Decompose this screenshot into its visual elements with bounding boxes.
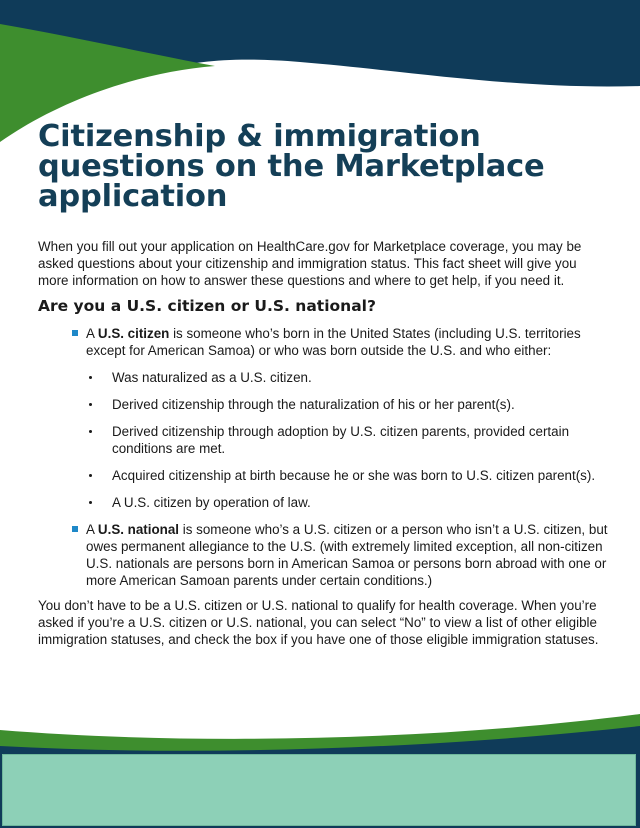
list-item-us-national: A U.S. national is someone who’s a U.S. citizen or a person who isn’t a U.S. citizen, but owes permanent allegiance to the U.S. (with extremely limited exception, all non-citizen U.S. nationals are persons born in American Samoa or persons born abroad with one or more American Samoan parents under certain conditions.): [72, 521, 608, 589]
list-item: Was naturalized as a U.S. citizen.: [86, 369, 608, 386]
dot-bullet-icon: [89, 403, 92, 406]
list-item: Derived citizenship through adoption by U.S. citizen parents, provided certain conditions are met.: [86, 423, 608, 457]
list-item: Acquired citizenship at birth because he or she was born to U.S. citizen parent(s).: [86, 467, 608, 484]
main-content: [38, 238, 608, 648]
section-heading-citizen-or-national: Are you a U.S. citizen or U.S. national?: [38, 297, 376, 315]
footer-panel: [2, 754, 636, 826]
list-item: A U.S. citizen by operation of law.: [86, 494, 608, 511]
definition-list: [72, 325, 608, 589]
list-item-us-citizen: A U.S. citizen is someone who’s born in the United States (including U.S. territories except for American Samoa) or who was born outside the U.S. and who either: Was naturalized as a U.S. citizen. Derived citizenship through the naturalization of his or her parent(s). Derived citizenship through adoption by U.S. citizen parents, provided certain conditions are met. Acquired citizenship at birth because he or she was born to U.S. citizen parent(s). A U.S. citizen by operation of law.: [72, 325, 608, 511]
citizen-criteria-list: [86, 369, 608, 511]
closing-paragraph: You don’t have to be a U.S. citizen or U.S. national to qualify for health coverage. When you’re asked if you’re a U.S. citizen or U.S. national, you can select “No” to view a list of other eligible immigration statuses, and check the box if you have one of those eligible immigration statuses.: [38, 598, 599, 647]
dot-bullet-icon: [89, 376, 92, 379]
list-item: Derived citizenship through the naturalization of his or her parent(s).: [86, 396, 608, 413]
term-us-national: U.S. national: [97, 522, 180, 537]
dot-bullet-icon: [89, 474, 92, 477]
term-us-citizen: U.S. citizen: [97, 326, 170, 341]
intro-paragraph: When you fill out your application on HealthCare.gov for Marketplace coverage, you may be asked questions about your citizenship and immigration status. This fact sheet will give you more information on how to answer these questions and where to get help, if you need it.: [38, 239, 582, 288]
dot-bullet-icon: [89, 501, 92, 504]
square-bullet-icon: [72, 526, 78, 532]
square-bullet-icon: [72, 330, 78, 336]
dot-bullet-icon: [89, 430, 92, 433]
page-title: Citizenship & immigration questions on the Marketplace application: [38, 119, 545, 214]
